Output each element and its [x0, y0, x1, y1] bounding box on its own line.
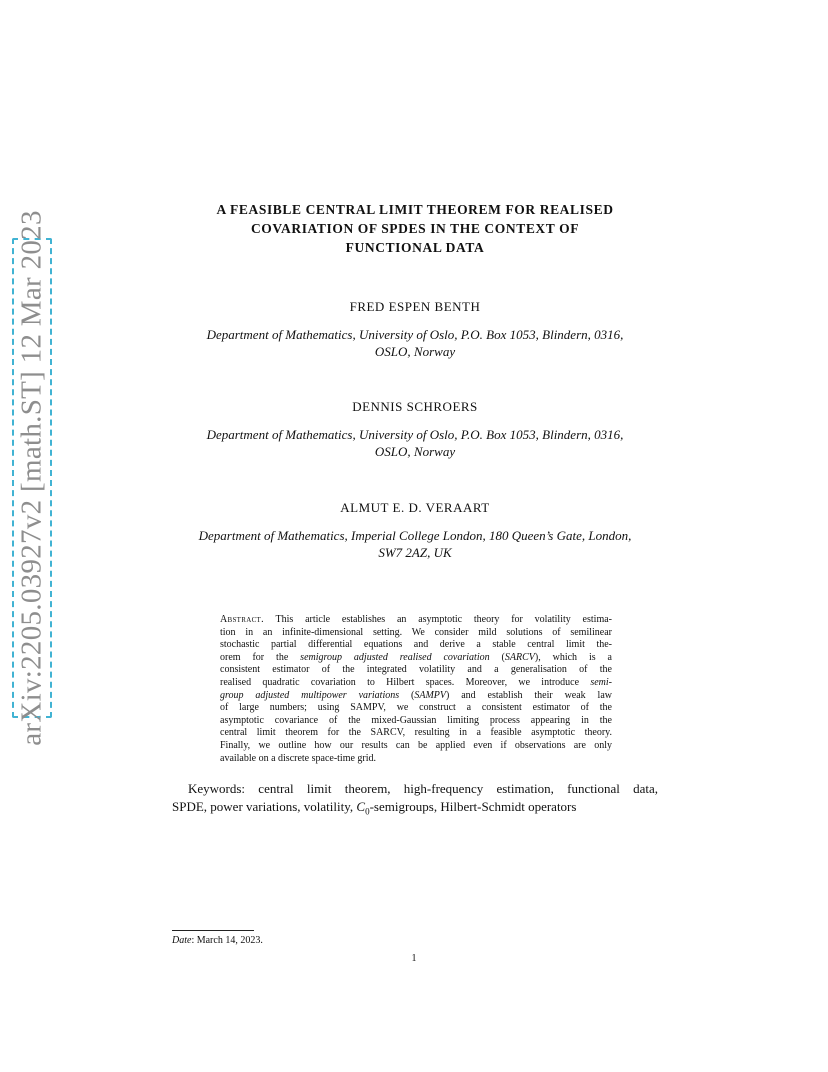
- abstract-text: realised quadratic covariation to Hilbert spaces. Moreover, we introduce: [220, 676, 591, 688]
- affiliation-line: SW7 2AZ, UK: [378, 545, 452, 560]
- abstract-line: Finally, we outline how our results can be applied even if observations are only: [220, 739, 612, 751]
- title-line: COVARIATION OF SPDES IN THE CONTEXT OF: [250, 221, 580, 236]
- abstract-line: of large numbers; using SAMPV, we construct a consistent estimator of the: [220, 702, 612, 714]
- affiliation-line: Department of Mathematics, University of Oslo, P.O. Box 1053, Blindern, 0316,: [206, 427, 624, 442]
- abstract-term: semigroup adjusted realised covariation: [300, 651, 490, 663]
- author-name: FRED ESPEN BENTH: [349, 299, 481, 314]
- author-name: ALMUT E. D. VERAART: [340, 500, 490, 515]
- abstract-line: asymptotic covariance of the mixed-Gaussian limiting process appearing in the: [220, 714, 612, 726]
- abstract-line: available on a discrete space-time grid.: [220, 752, 377, 764]
- author-name: DENNIS SCHROERS: [352, 399, 478, 414]
- footnote-label: Date: [172, 935, 192, 946]
- abstract-line: [220, 652, 612, 665]
- affiliation-line: Department of Mathematics, Imperial College London, 180 Queen’s Gate, London,: [198, 528, 632, 543]
- affiliation-line: OSLO, Norway: [374, 344, 456, 359]
- title-line: FUNCTIONAL DATA: [345, 240, 485, 255]
- abstract-term: group adjusted multipower variations: [220, 689, 400, 701]
- page-number: 1: [411, 953, 417, 964]
- abstract-line: [220, 690, 612, 703]
- math-symbol: C: [356, 799, 366, 814]
- abstract-line: [220, 614, 612, 627]
- date-footnote: [172, 935, 263, 946]
- abstract-line: tion in an infinite-dimensional setting. We consider mild solutions of semilinear: [220, 626, 612, 638]
- arxiv-identifier: arXiv:2205.03927v2 [math.ST] 12 Mar 2023: [15, 210, 48, 746]
- affiliation-line: OSLO, Norway: [374, 444, 456, 459]
- keywords-line: Keywords: central limit theorem, high-frequency estimation, functional data,: [188, 781, 658, 796]
- paper-title: [160, 200, 670, 257]
- abstract-line: central limit theorem for the SARCV, resulting in a feasible asymptotic theory.: [220, 727, 612, 739]
- abstract-term: semi-: [590, 676, 612, 688]
- keywords-line: [172, 798, 658, 821]
- abstract-line: consistent estimator of the integrated volatility and a generalisation of the: [220, 664, 612, 676]
- abstract-text: (: [399, 689, 415, 701]
- keywords: [172, 780, 658, 821]
- author-affiliation: [140, 426, 690, 460]
- author-affiliation: [140, 326, 690, 360]
- abstract-label: Abstract.: [220, 614, 264, 625]
- footnote-rule: [172, 930, 254, 931]
- abstract-text: (: [489, 651, 505, 663]
- abstract: [220, 614, 612, 765]
- abstract-text: ) and establish their weak law: [446, 689, 612, 701]
- title-line: A FEASIBLE CENTRAL LIMIT THEOREM FOR REALISED: [216, 202, 614, 217]
- abstract-text: This article establishes an asymptotic theory for volatility estima-: [263, 614, 612, 625]
- author-affiliation: [140, 527, 690, 561]
- abstract-term: SARCV: [504, 651, 535, 663]
- abstract-term: SAMPV: [414, 689, 446, 701]
- affiliation-line: Department of Mathematics, University of Oslo, P.O. Box 1053, Blindern, 0316,: [206, 327, 624, 342]
- math-subscript: 0: [365, 806, 370, 817]
- abstract-text: ), which is a: [534, 651, 612, 663]
- abstract-text: orem for the: [220, 651, 301, 663]
- abstract-line: stochastic partial differential equations and derive a stable central limit the-: [220, 639, 612, 651]
- keywords-text: SPDE, power variations, volatility,: [172, 799, 357, 814]
- footnote-text: : March 14, 2023.: [191, 935, 263, 946]
- abstract-line: [220, 677, 612, 690]
- keywords-text: -semigroups, Hilbert-Schmidt operators: [369, 799, 577, 814]
